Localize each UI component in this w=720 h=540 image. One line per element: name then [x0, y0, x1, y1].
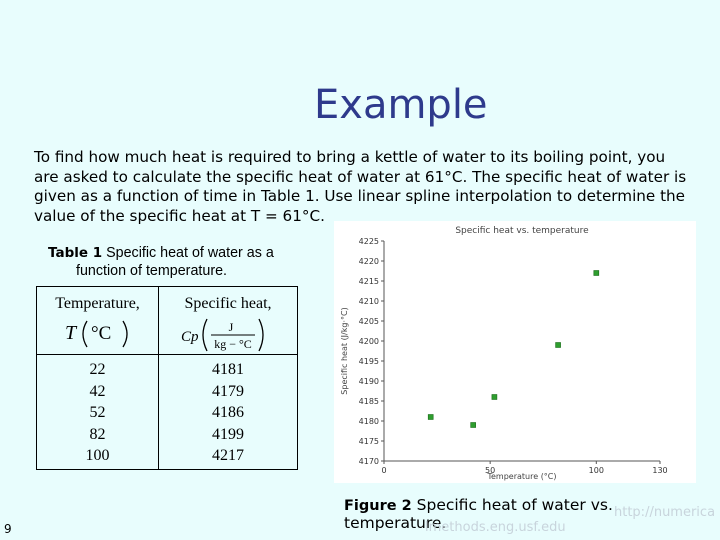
specific-heat-cell: 4199 [212, 425, 244, 443]
x-tick-label: 50 [485, 466, 496, 475]
problem-statement: To find how much heat is required to bring a kettle of water to its boiling point, you are asked to calculate the specific heat of water at 61°C. The specific heat of water is given as a function of time in Table 1. Use linear spline interpolation to determine the value of the specific heat at T = 61°C. [34, 148, 687, 225]
specific-heat-unit [179, 317, 289, 358]
slide-title: Example [314, 82, 488, 128]
data-point [556, 343, 561, 348]
watermark-url-part2: lmethods.eng.usf.edu [425, 520, 566, 535]
y-tick-label: 4180 [358, 417, 379, 426]
y-tick-label: 4170 [358, 457, 379, 466]
y-tick-label: 4225 [358, 237, 379, 246]
table-caption [48, 244, 328, 280]
temperature-cell: 42 [89, 382, 106, 400]
figure-caption-label: Figure 2 [344, 498, 412, 514]
specific-heat-values [159, 359, 297, 467]
unit-numerator: J [228, 320, 234, 334]
chart-svg [334, 221, 696, 483]
x-tick-label: 130 [652, 466, 668, 475]
x-axis-label: Temperature (°C) [487, 472, 557, 481]
temperature-cell: 100 [85, 447, 110, 464]
y-tick-label: 4190 [358, 377, 379, 386]
table-caption-line1: Specific heat of water as a [106, 245, 274, 261]
temperature-symbol: T [65, 322, 77, 344]
y-tick-label: 4210 [358, 297, 379, 306]
y-tick-label: 4205 [358, 317, 379, 326]
data-point [428, 415, 433, 420]
table-caption-label: Table 1 [48, 245, 103, 261]
figure-caption-text: Specific heat of water vs. temperature. [344, 496, 613, 532]
chart-title: Specific heat vs. temperature [455, 226, 589, 236]
specific-heat-unit-formula [179, 317, 289, 353]
temperature-unit-text: °C [91, 323, 112, 344]
x-tick-label: 100 [588, 466, 604, 475]
specific-heat-cell: 4181 [212, 361, 244, 378]
data-point [492, 395, 497, 400]
data-table [36, 286, 298, 470]
specific-heat-symbol: Cp [181, 329, 199, 345]
y-tick-label: 4185 [358, 397, 379, 406]
specific-heat-cell: 4217 [212, 447, 244, 464]
unit-denominator: kg − °C [214, 337, 252, 351]
specific-heat-cell: 4186 [212, 404, 244, 421]
column-header-specific-heat: Specific heat, [184, 295, 272, 312]
page-number: 9 [4, 522, 12, 536]
column-header-temperature: Temperature, [55, 295, 140, 312]
specific-heat-chart [334, 221, 696, 483]
specific-heat-cell: 4179 [212, 382, 244, 400]
y-tick-label: 4195 [358, 357, 379, 366]
y-tick-label: 4175 [358, 437, 379, 446]
temperature-values [37, 359, 158, 467]
temperature-unit-formula [63, 317, 153, 351]
temperature-cell: 82 [89, 425, 106, 443]
y-tick-label: 4215 [358, 277, 379, 286]
y-tick-label: 4200 [358, 337, 379, 346]
table-caption-line2: function of temperature. [76, 263, 227, 279]
watermark-url-part1: http://numerica [614, 505, 716, 520]
y-tick-label: 4220 [358, 257, 379, 266]
temperature-unit [63, 317, 153, 356]
x-tick-label: 0 [381, 466, 387, 475]
temperature-cell: 52 [89, 404, 106, 421]
y-axis-label: Specific heat (J/kg·°C) [340, 307, 349, 395]
data-point [471, 423, 476, 428]
data-point [594, 271, 599, 276]
temperature-cell: 22 [89, 361, 106, 378]
